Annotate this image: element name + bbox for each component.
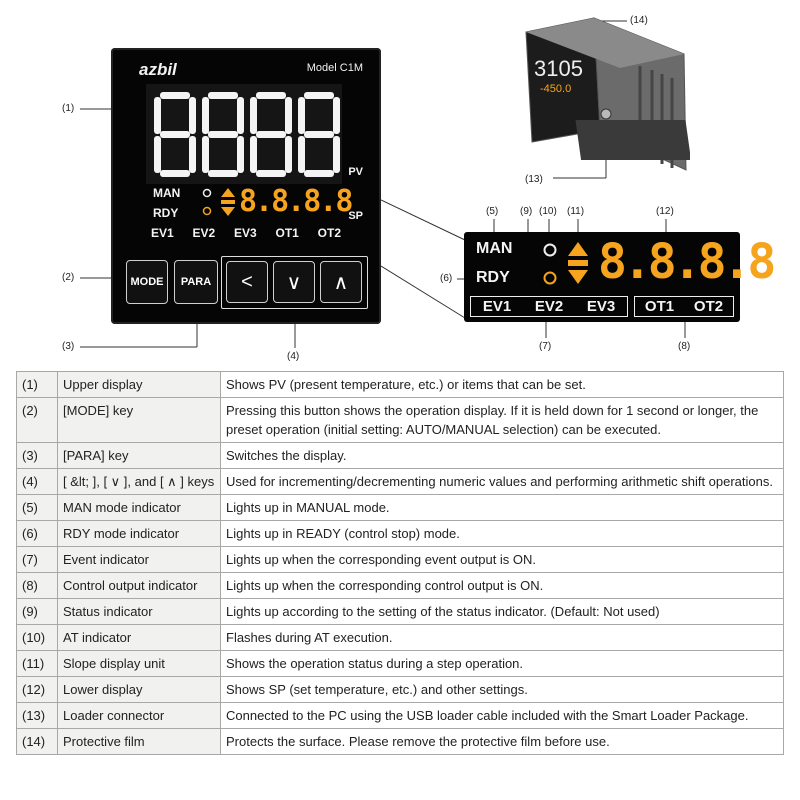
table-row [17, 599, 784, 625]
lower-display: 8.8.8.8 [239, 184, 352, 219]
row-number: (6) [17, 521, 58, 547]
ot1-label: OT1 [275, 226, 299, 240]
row-description: Protects the surface. Please remove the protective film before use. [221, 729, 784, 755]
ev3-label: EV3 [234, 226, 257, 240]
table-row [17, 547, 784, 573]
controller-front-panel [111, 48, 381, 324]
callout-8: (8) [678, 341, 691, 352]
sp-label: SP [348, 210, 363, 222]
device-photo [520, 10, 690, 190]
photo-lower-digits: -450.0 [540, 83, 572, 95]
callout-5: (5) [486, 206, 499, 217]
table-row [17, 625, 784, 651]
table-row [17, 443, 784, 469]
table-row [17, 729, 784, 755]
photo-upper-digits: 3105 [534, 56, 583, 81]
rdy-indicator-label: RDY [153, 206, 179, 220]
row-number: (8) [17, 573, 58, 599]
row-part-name: Loader connector [58, 703, 221, 729]
indicator-zoom-view [464, 232, 773, 322]
row-number: (10) [17, 625, 58, 651]
callout-11: (11) [567, 206, 585, 217]
upper-digits [146, 84, 342, 184]
brand-logo: azbil [139, 60, 177, 79]
row-part-name: [MODE] key [58, 398, 221, 443]
row-number: (4) [17, 469, 58, 495]
table-row [17, 651, 784, 677]
callout-9: (9) [520, 206, 533, 217]
row-part-name: Status indicator [58, 599, 221, 625]
row-part-name: AT indicator [58, 625, 221, 651]
table-row [17, 469, 784, 495]
row-description: Lights up in MANUAL mode. [221, 495, 784, 521]
zoom-output-box [634, 296, 734, 317]
pv-label: PV [348, 166, 363, 178]
zoom-ev1: EV1 [482, 298, 512, 315]
table-row [17, 372, 784, 398]
row-part-name: [ &lt; ], [ ∨ ], and [ ∧ ] keys [58, 469, 221, 495]
down-key[interactable]: ∨ [273, 261, 315, 303]
table-row [17, 573, 784, 599]
row-number: (7) [17, 547, 58, 573]
row-number: (13) [17, 703, 58, 729]
row-part-name: Lower display [58, 677, 221, 703]
row-number: (5) [17, 495, 58, 521]
man-indicator-label: MAN [153, 186, 181, 200]
para-key[interactable]: PARA [174, 260, 218, 304]
row-description: Shows PV (present temperature, etc.) or items that can be set. [221, 372, 784, 398]
zoom-ot2: OT2 [693, 298, 724, 315]
ot2-label: OT2 [317, 226, 341, 240]
table-row [17, 677, 784, 703]
row-description: Lights up when the corresponding event output is ON. [221, 547, 784, 573]
zoom-ev3: EV3 [586, 298, 616, 315]
callout-2: (2) [62, 272, 75, 283]
callout-13: (13) [525, 174, 543, 185]
row-description: Connected to the PC using the USB loader cable included with the Smart Loader Package. [221, 703, 784, 729]
row-part-name: Control output indicator [58, 573, 221, 599]
row-description: Lights up in READY (control stop) mode. [221, 521, 784, 547]
up-key[interactable]: ∧ [320, 261, 362, 303]
mode-key[interactable]: MODE [126, 260, 168, 304]
callout-6: (6) [440, 273, 453, 284]
row-number: (11) [17, 651, 58, 677]
row-description: Shows SP (set temperature, etc.) and other settings. [221, 677, 784, 703]
row-number: (14) [17, 729, 58, 755]
table-row [17, 521, 784, 547]
row-number: (9) [17, 599, 58, 625]
row-part-name: Slope display unit [58, 651, 221, 677]
upper-display [146, 84, 342, 184]
row-description: Lights up according to the setting of the status indicator. (Default: Not used) [221, 599, 784, 625]
row-part-name: Event indicator [58, 547, 221, 573]
callout-3: (3) [62, 341, 75, 352]
ev1-label: EV1 [151, 226, 174, 240]
zoom-lower-digits: 8.8.8.8 [598, 234, 773, 290]
zoom-status-lamps [540, 238, 596, 292]
left-key[interactable]: < [226, 261, 268, 303]
row-description: Shows the operation status during a step operation. [221, 651, 784, 677]
row-description: Pressing this button shows the operation display. If it is held down for 1 second or longer, the preset operation (initial setting: AUTO/MANUAL selection) can be executed. [221, 398, 784, 443]
arrow-key-group [221, 256, 368, 309]
zoom-ev2: EV2 [534, 298, 564, 315]
ev2-label: EV2 [192, 226, 216, 240]
callout-12: (12) [656, 206, 674, 217]
zoom-man-label: MAN [476, 240, 513, 257]
row-number: (12) [17, 677, 58, 703]
row-part-name: MAN mode indicator [58, 495, 221, 521]
parts-table [16, 371, 784, 755]
status-lamps [199, 186, 239, 220]
table-row [17, 495, 784, 521]
row-number: (1) [17, 372, 58, 398]
callout-1: (1) [62, 103, 75, 114]
table-row [17, 398, 784, 443]
row-description: Switches the display. [221, 443, 784, 469]
zoom-rdy-label: RDY [476, 269, 510, 286]
callout-14: (14) [630, 15, 648, 26]
row-description: Used for incrementing/decrementing numeric values and performing arithmetic shift operations. [221, 469, 784, 495]
row-part-name: Upper display [58, 372, 221, 398]
row-part-name: Protective film [58, 729, 221, 755]
row-number: (3) [17, 443, 58, 469]
model-label: Model C1M [306, 62, 363, 74]
zoom-event-box [470, 296, 628, 317]
row-description: Flashes during AT execution. [221, 625, 784, 651]
row-part-name: [PARA] key [58, 443, 221, 469]
callout-4: (4) [287, 351, 300, 362]
callout-10: (10) [539, 206, 557, 217]
table-row [17, 703, 784, 729]
row-description: Lights up when the corresponding control output is ON. [221, 573, 784, 599]
zoom-ot1: OT1 [644, 298, 675, 315]
callout-7: (7) [539, 341, 552, 352]
event-indicators [151, 226, 341, 240]
row-number: (2) [17, 398, 58, 443]
row-part-name: RDY mode indicator [58, 521, 221, 547]
